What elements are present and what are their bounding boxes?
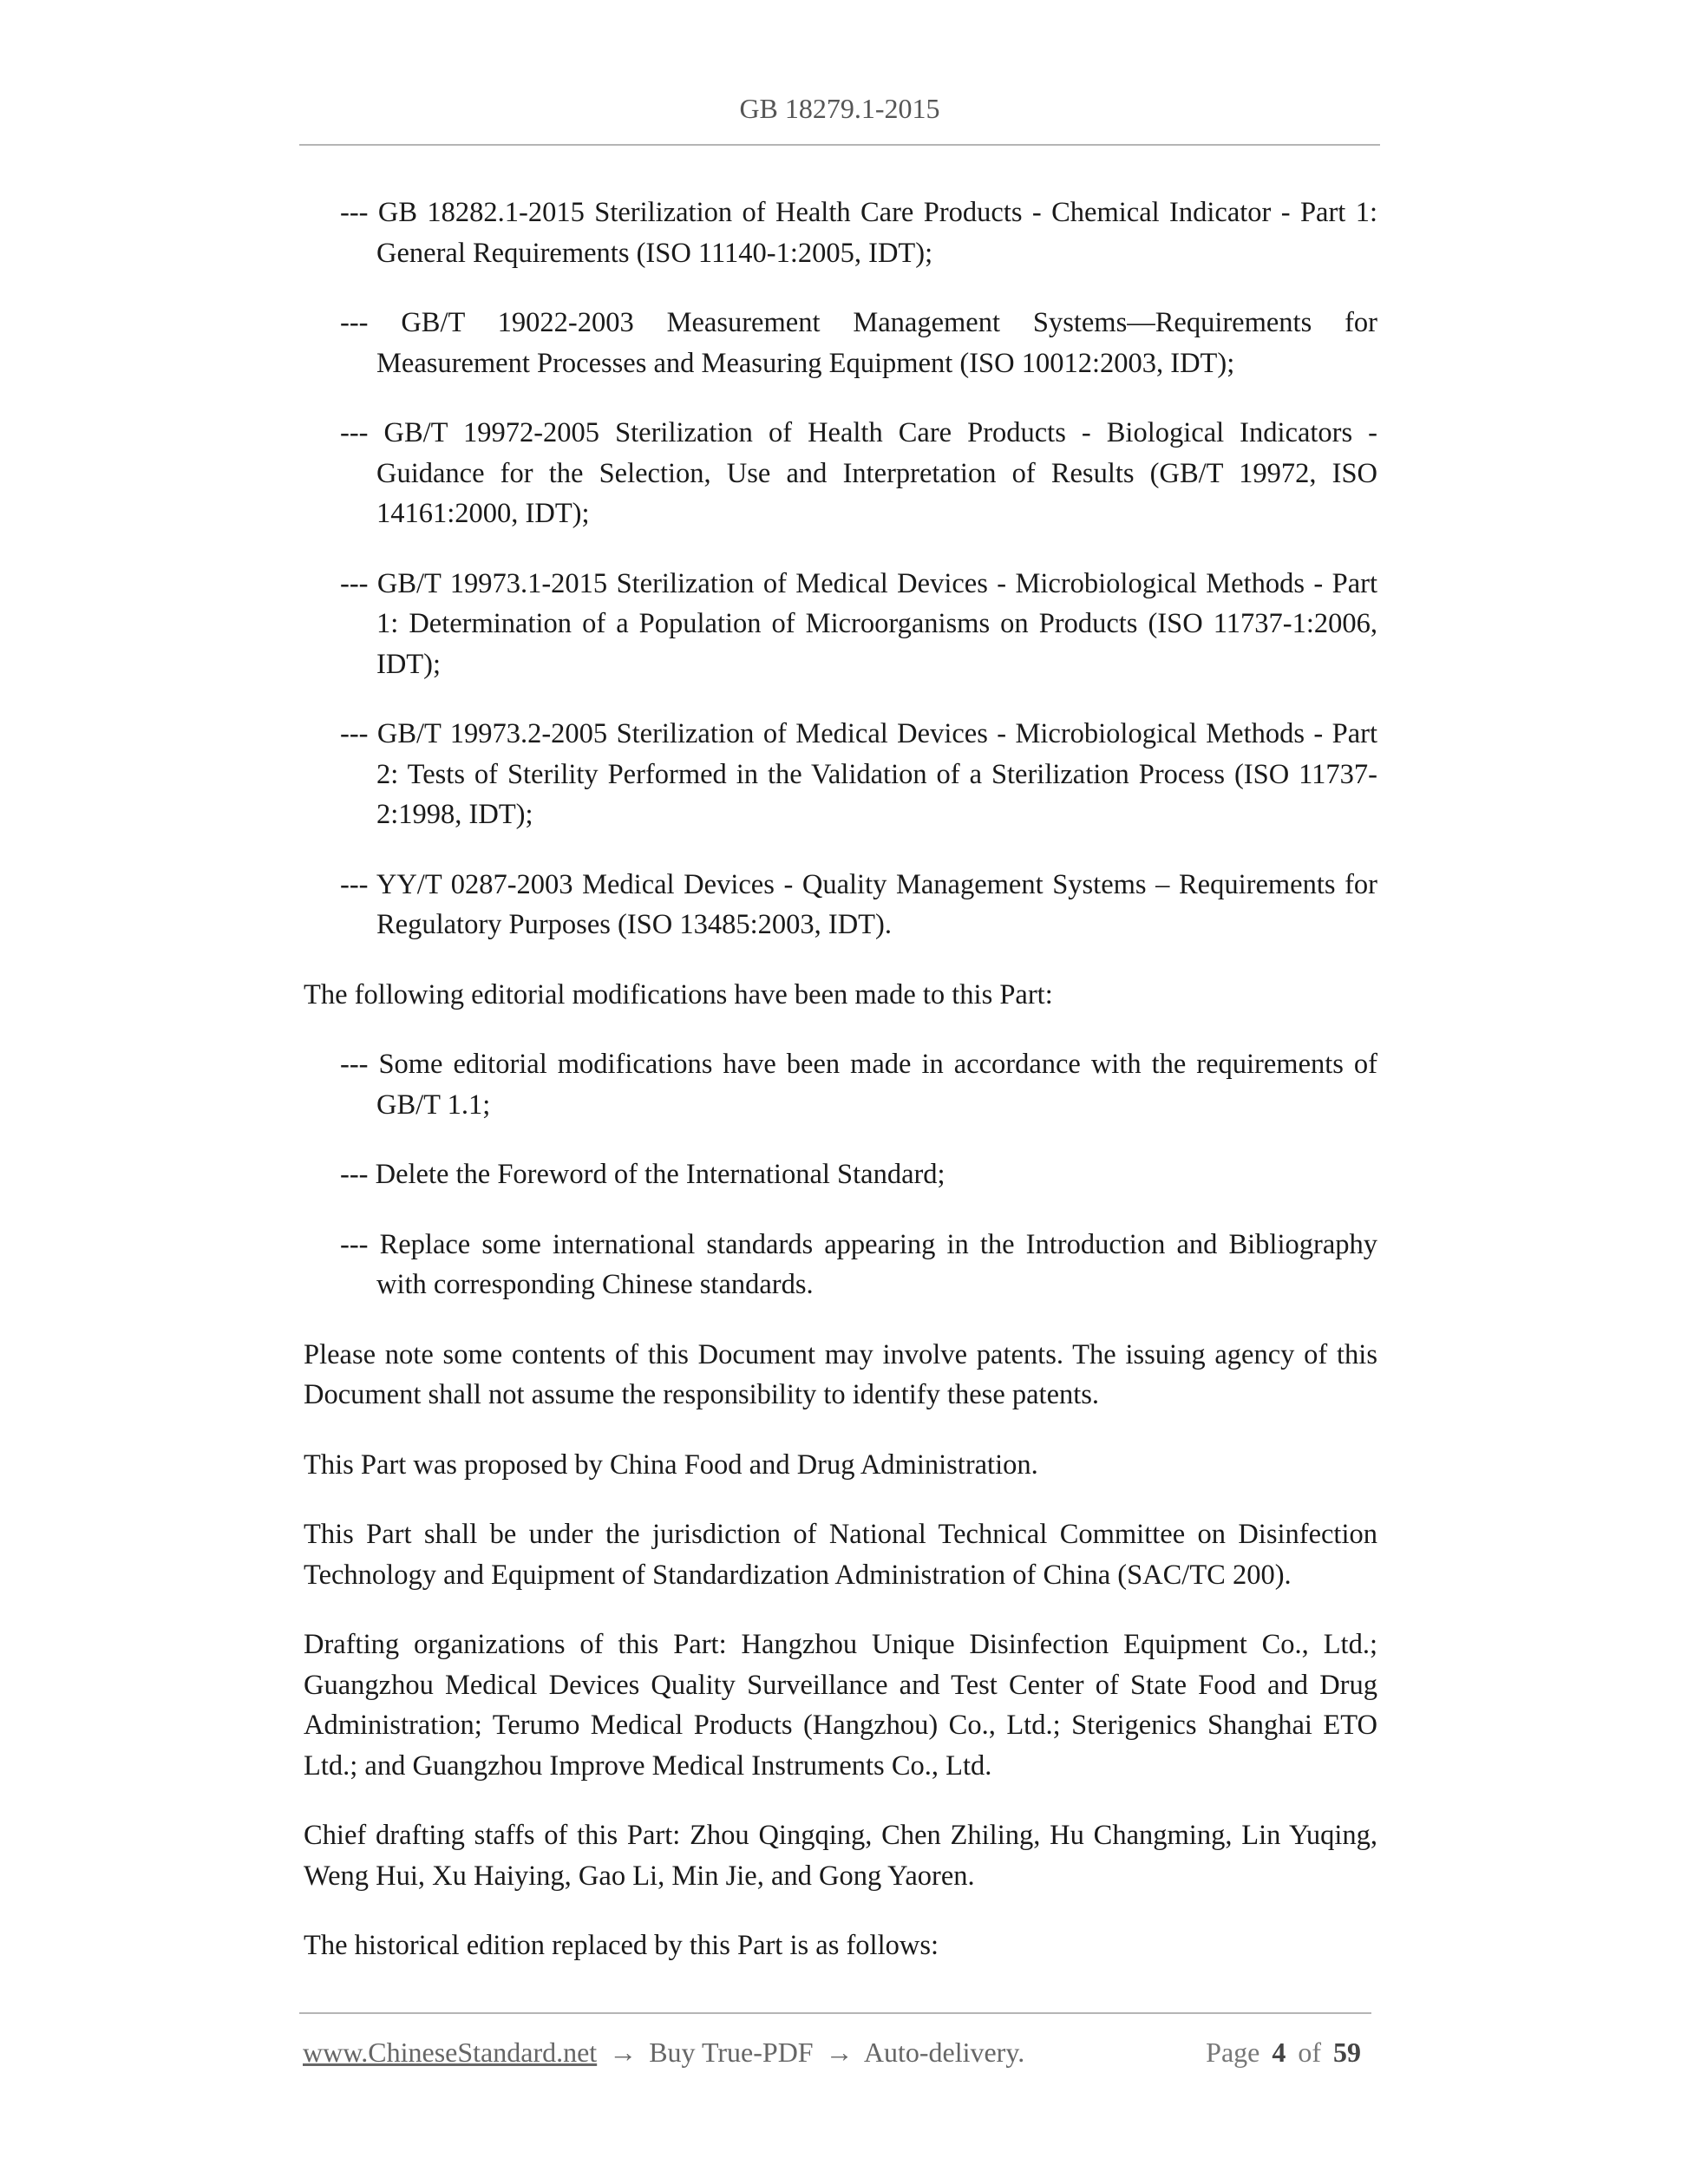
list-item: --- Delete the Foreword of the International Standard;: [340, 1159, 945, 1190]
page-header: [299, 90, 1380, 146]
footer-promo: [303, 2035, 1024, 2070]
total-pages: 59: [1333, 2037, 1361, 2068]
list-item: --- GB/T 19022-2003 Measurement Management Systems—Requirements for Measurement Processes and Measuring Equipment (ISO 10012:2003, IDT);: [340, 307, 1377, 379]
document-body: [304, 193, 1377, 1996]
auto-delivery-text: Auto-delivery.: [863, 2037, 1025, 2068]
list-item: --- YY/T 0287-2003 Medical Devices - Quality Management Systems – Requirements for Regulatory Purposes (ISO 13485:2003, IDT).: [340, 868, 1377, 940]
editorial-intro: The following editorial modifications have been made to this Part:: [304, 978, 1053, 1010]
list-item: --- Replace some international standards appearing in the Introduction and Bibliography with corresponding Chinese standards.: [340, 1228, 1377, 1300]
list-item: --- GB 18282.1-2015 Sterilization of Health Care Products - Chemical Indicator - Part 1: General Requirements (ISO 11140-1:2005, IDT);: [340, 197, 1377, 269]
page-indicator: [1206, 2035, 1366, 2070]
list-item: --- GB/T 19973.2-2005 Sterilization of Medical Devices - Microbiological Methods - Part 2: Tests of Sterility Performed in the Validation of a Sterilization Process (ISO 11737-2:1998, IDT);: [340, 718, 1377, 830]
buy-pdf-text: Buy True-PDF: [649, 2037, 814, 2068]
of-label: of: [1298, 2037, 1321, 2068]
drafting-staffs: Chief drafting staffs of this Part: Zhou Qingqing, Chen Zhiling, Hu Changming, Lin Yuqing, Weng Hui, Xu Haiying, Gao Li, Min Jie, and Gong Yaoren.: [304, 1820, 1377, 1892]
drafting-organizations: Drafting organizations of this Part: Hangzhou Unique Disinfection Equipment Co., Ltd.; Guangzhou Medical Devices Quality Surveillance and Test Center of State Food and Drug Administration; Terumo Medical Products (Hangzhou) Co., Ltd.; Sterigenics Shanghai ETO Ltd.; and Guangzhou Improve Medical Instruments Co., Ltd.: [304, 1629, 1377, 1782]
arrow-right-icon: →: [609, 2037, 638, 2068]
list-item: --- Some editorial modifications have been made in accordance with the requirements of GB/T 1.1;: [340, 1049, 1377, 1121]
patent-notice: Please note some contents of this Document may involve patents. The issuing agency of this Document shall not assume the responsibility to identify these patents.: [304, 1338, 1377, 1410]
historical-edition: The historical edition replaced by this Part is as follows:: [304, 1930, 939, 1961]
list-item: --- GB/T 19973.1-2015 Sterilization of Medical Devices - Microbiological Methods - Part 1: Determination of a Population of Microorganisms on Products (ISO 11737-1:2006, IDT);: [340, 567, 1377, 680]
page-footer: [299, 2012, 1371, 2075]
list-item: --- GB/T 19972-2005 Sterilization of Health Care Products - Biological Indicators - Guidance for the Selection, Use and Interpretation of Results (GB/T 19972, ISO 14161:2000, IDT);: [340, 417, 1377, 529]
proposed-by: This Part was proposed by China Food and Drug Administration.: [304, 1448, 1038, 1481]
page-label: Page: [1206, 2037, 1260, 2068]
document-code: GB 18279.1-2015: [739, 93, 940, 124]
jurisdiction: This Part shall be under the jurisdiction of National Technical Committee on Disinfection Technology and Equipment of Standardization Administration of China (SAC/TC 200).: [304, 1519, 1377, 1591]
page-number: 4: [1272, 2037, 1286, 2068]
site-link[interactable]: www.ChineseStandard.net: [303, 2037, 598, 2068]
arrow-right-icon: →: [825, 2037, 854, 2068]
